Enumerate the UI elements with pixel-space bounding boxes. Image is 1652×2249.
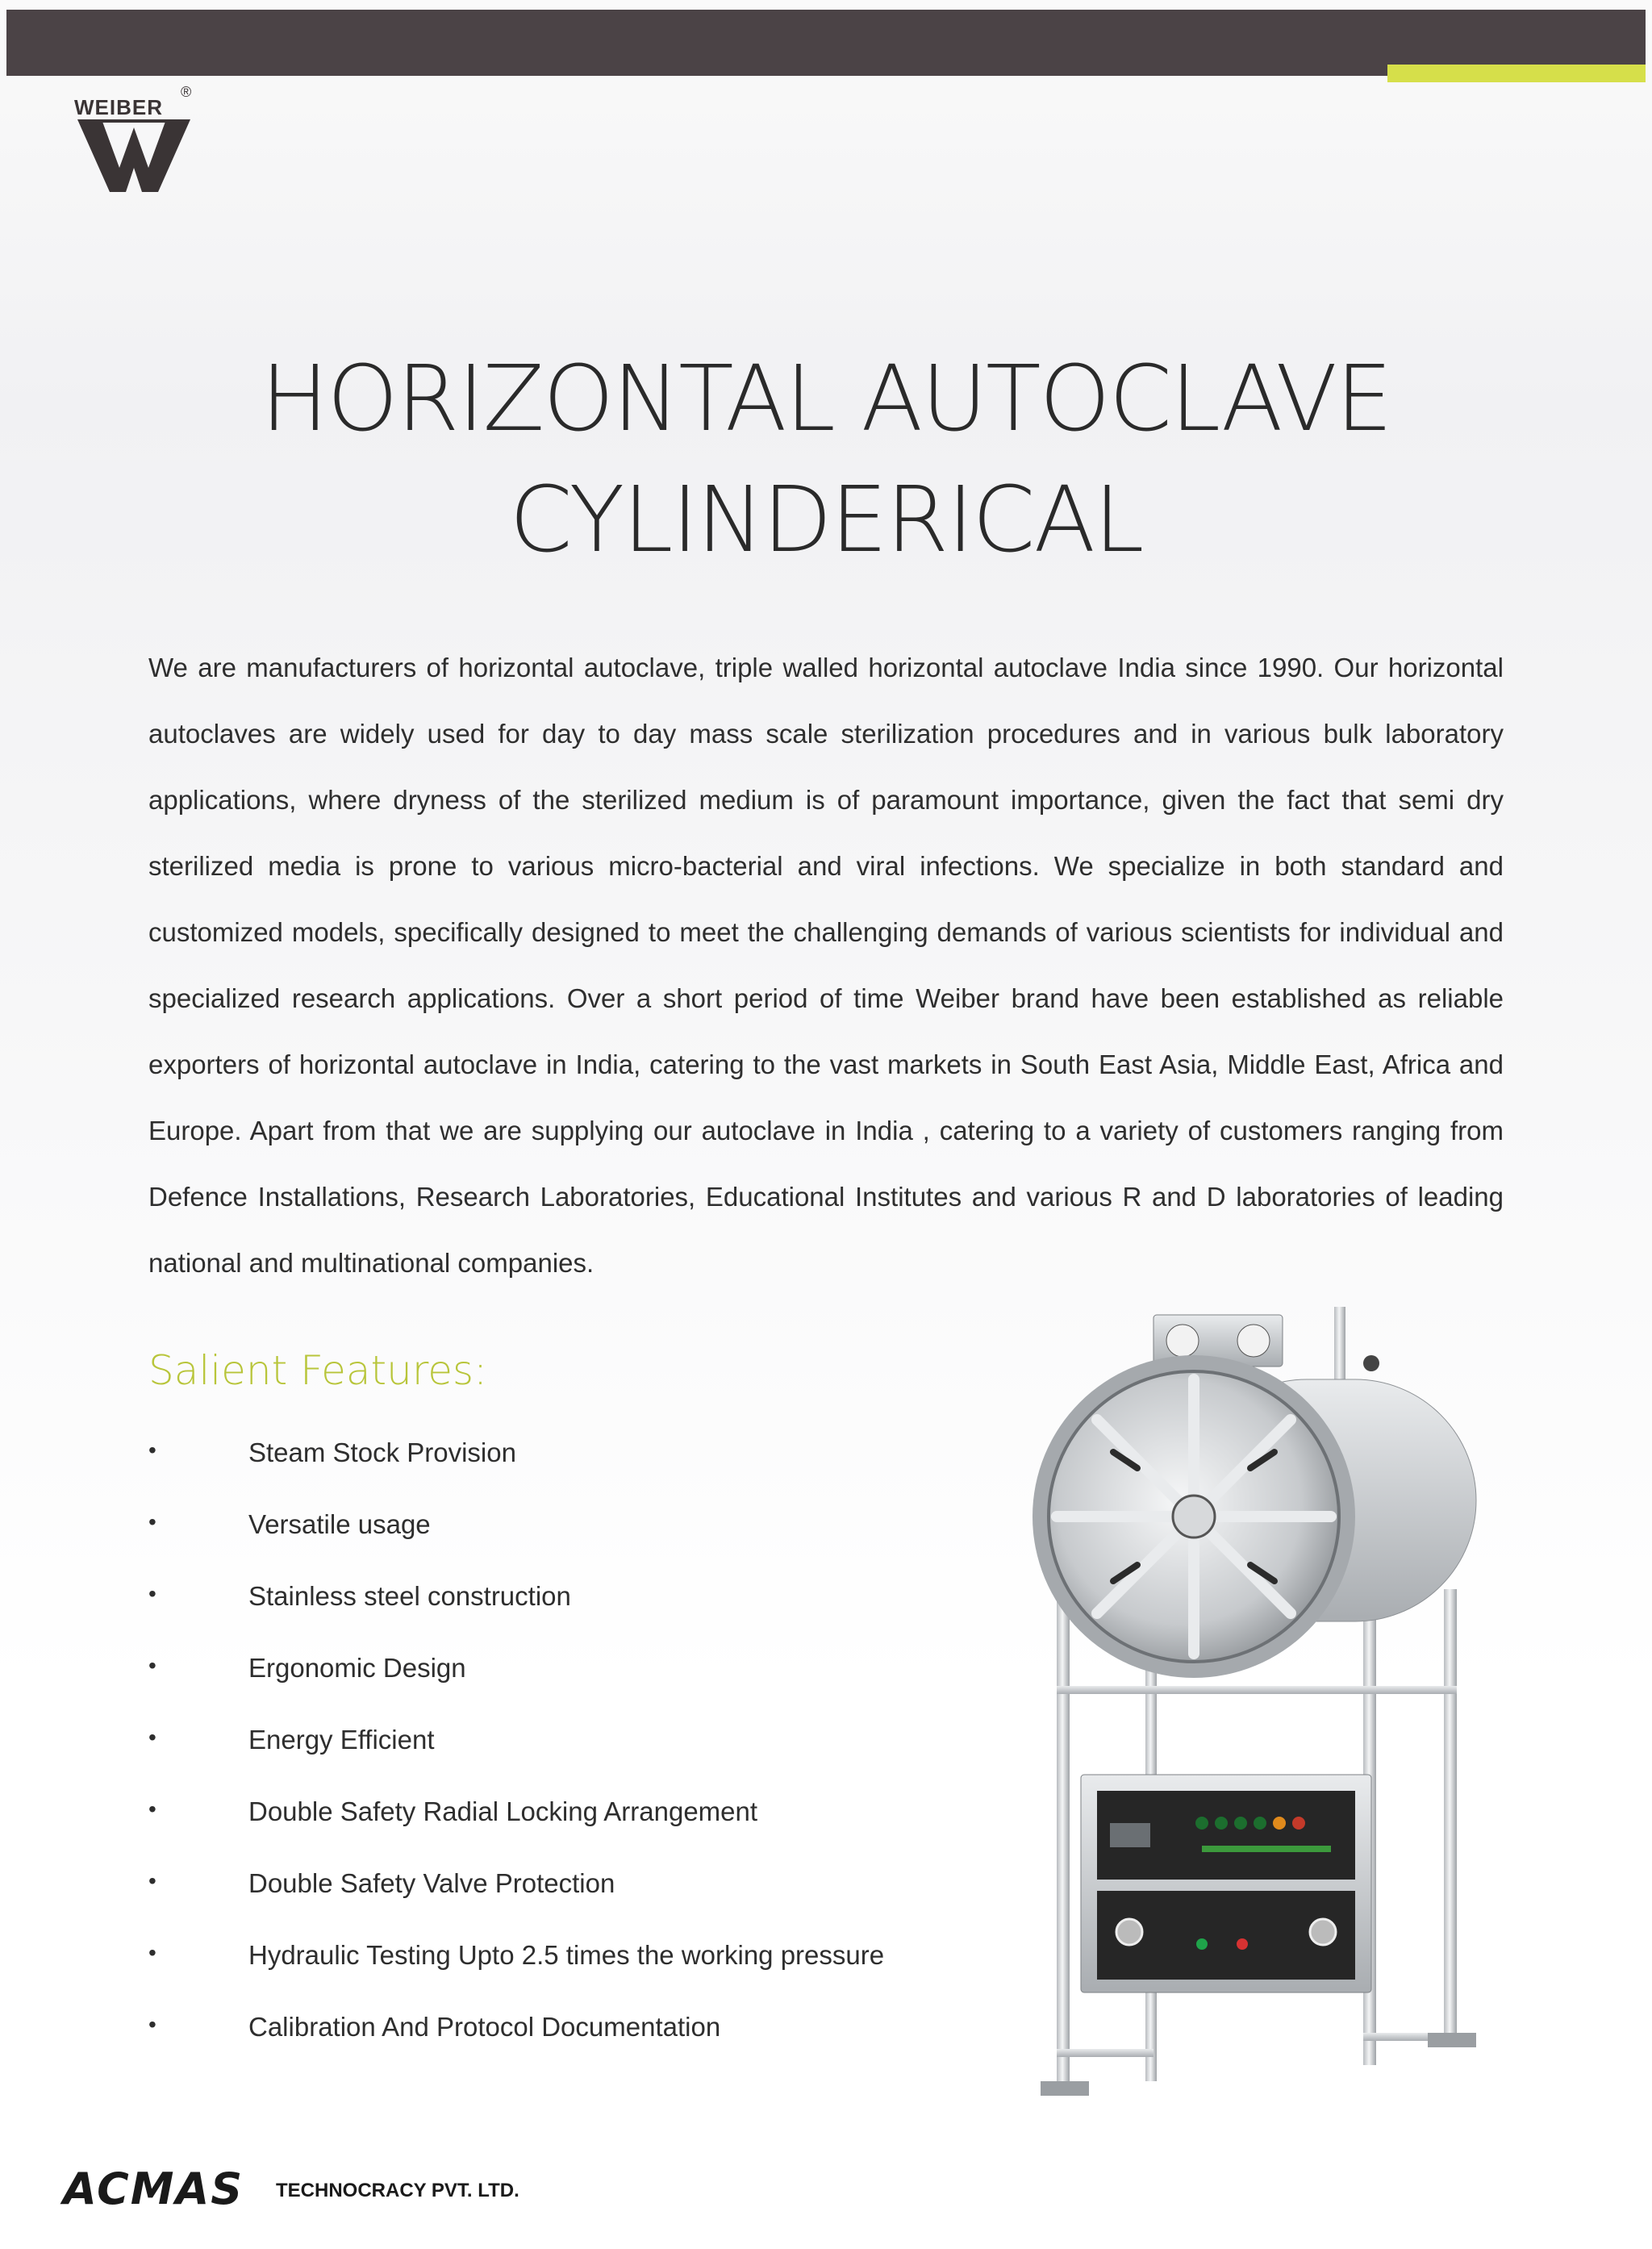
feature-text: Stainless steel construction — [248, 1581, 571, 1611]
bullet-icon: • — [148, 2012, 156, 2037]
top-accent-stripe — [1387, 65, 1646, 82]
weiber-logo — [71, 84, 200, 197]
title-line-2: CYLINDERICAL — [509, 468, 1143, 573]
feature-text: Calibration And Protocol Documentation — [248, 2012, 721, 2042]
bullet-icon: • — [148, 1581, 156, 1606]
bullet-icon: • — [148, 1437, 156, 1462]
bullet-icon: • — [148, 1509, 156, 1534]
features-heading: Salient Features: — [148, 1347, 487, 1394]
page-title — [0, 339, 1652, 581]
w-mark-icon — [77, 119, 190, 192]
logo-brand-text: WEIBER — [74, 95, 163, 119]
title-line-1: HORIZONTAL AUTOCLAVE — [261, 347, 1391, 452]
acmas-logo: ACMAS — [63, 2163, 244, 2214]
feature-text: Double Safety Radial Locking Arrangement — [248, 1796, 758, 1826]
bullet-icon: • — [148, 1796, 156, 1821]
registered-mark: ® — [181, 84, 192, 100]
feature-text: Steam Stock Provision — [248, 1437, 516, 1467]
intro-paragraph: We are manufacturers of horizontal autoclave, triple walled horizontal autoclave India since 1990. Our horizontal autoclaves are widely used for day to day mass scale sterilization procedures and in various bulk laboratory applications, where dryness of the sterilized medium is of paramount importance, given the fact that semi dry sterilized media is prone to various micro-bacterial and viral infections. We specialize in both standard and customized models, specifically designed to meet the challenging demands of various scientists for individual and specialized research applications. Over a short period of time Weiber brand have been established as reliable exporters of horizontal autoclave in India, catering to the vast markets in South East Asia, Middle East, Africa and Europe. Apart from that we are supplying our autoclave in India , catering to a variety of customers ranging from Defence Installations, Research Laboratories, Educational Institutes and various R and D laboratories of leading national and multinational companies. — [148, 653, 1504, 1278]
feature-text: Double Safety Valve Protection — [248, 1868, 615, 1898]
bullet-icon: • — [148, 1868, 156, 1893]
bullet-icon: • — [148, 1653, 156, 1678]
feature-text: Versatile usage — [248, 1509, 431, 1539]
acmas-subtitle: TECHNOCRACY PVT. LTD. — [276, 2180, 519, 2201]
bullet-icon: • — [148, 1725, 156, 1750]
bullet-icon: • — [148, 1940, 156, 1965]
autoclave-product-image — [1024, 1307, 1492, 2113]
feature-text: Ergonomic Design — [248, 1653, 466, 1683]
feature-text: Hydraulic Testing Upto 2.5 times the working pressure — [248, 1940, 885, 1970]
feature-text: Energy Efficient — [248, 1725, 435, 1755]
